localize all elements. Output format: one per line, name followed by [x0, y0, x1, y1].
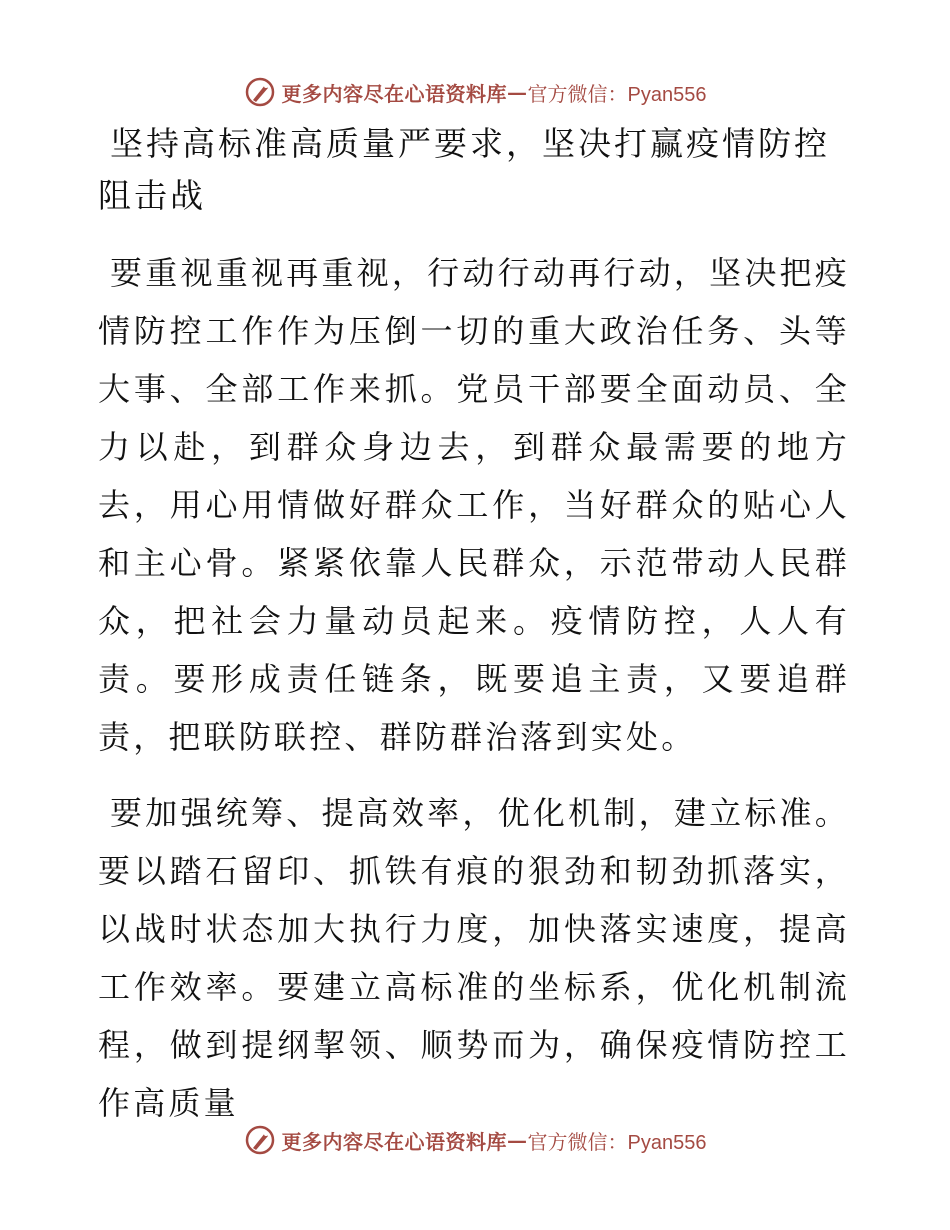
footer-watermark — [0, 1120, 950, 1160]
watermark-contact: 官方微信：Pyan556 — [527, 83, 707, 106]
watermark-contact: 官方微信：Pyan556 — [527, 1131, 707, 1154]
watermark-text: 更多内容尽在心语资料库 — [281, 81, 508, 106]
watermark-text: 更多内容尽在心语资料库 — [281, 1129, 508, 1154]
watermark-separator: — — [507, 1128, 528, 1152]
paragraph-1: 要重视重视再重视，行动行动再行动，坚决把疫情防控工作作为压倒一切的重大政治任务、头等大事、全部工作来抓。党员干部要全面动员、全力以赴，到群众身边去，到群众最需要的地方去，用心用情做好群众工作，当好群众的贴心人和主心骨。紧紧依靠人民群众，示范带动人民群众，把社会力量动员起来。疫情防控，人人有责。要形成责任链条，既要追主责，又要追群责，把联防联控、群防群治落到实处。 — [98, 254, 850, 756]
document-title: 坚持高标准高质量严要求，坚决打赢疫情防控阻击战 — [98, 124, 830, 215]
pen-seal-icon — [244, 1124, 276, 1156]
paragraph-2: 要加强统筹、提高效率，优化机制，建立标准。要以踏石留印、抓铁有痕的狠劲和韧劲抓落实，以战时状态加大执行力度，加快落实速度，提高工作效率。要建立高标准的坐标系，优化机制流程，做到提纲挈领、顺势而为，确保疫情防控工作高质量 — [98, 794, 850, 1122]
header-watermark — [0, 72, 950, 112]
watermark-separator: — — [507, 80, 528, 104]
document-body — [98, 118, 850, 1150]
pen-seal-icon — [244, 76, 276, 108]
